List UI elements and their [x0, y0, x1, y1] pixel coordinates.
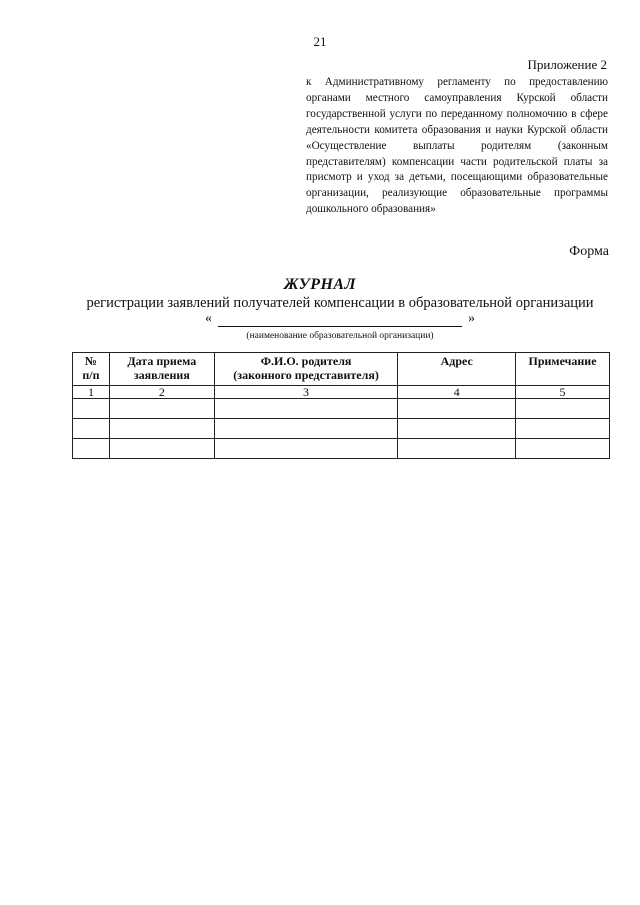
table-cell-empty	[73, 439, 110, 459]
table-cell-empty	[73, 419, 110, 439]
column-number: 1	[73, 386, 110, 399]
empty-rows	[73, 399, 610, 459]
column-number: 3	[214, 386, 398, 399]
organization-name-underline	[218, 326, 462, 327]
table-row	[73, 419, 610, 439]
column-header-number	[73, 353, 110, 386]
organization-name-caption: (наименование образовательной организации)	[246, 331, 434, 341]
column-header-address	[398, 353, 516, 386]
table-cell-empty	[73, 399, 110, 419]
column-header-parent-name	[214, 353, 398, 386]
column-header-note-line1: Примечание	[528, 354, 597, 368]
table-cell-empty	[109, 399, 214, 419]
table-cell-empty	[516, 439, 610, 459]
table-row	[73, 399, 610, 419]
table-cell-empty	[214, 419, 398, 439]
page-number: 21	[313, 34, 327, 49]
column-number-row	[73, 386, 610, 399]
column-header-date	[109, 353, 214, 386]
table-cell-empty	[398, 419, 516, 439]
table-cell-empty	[214, 439, 398, 459]
table-cell-empty	[516, 399, 610, 419]
quote-close: »	[468, 311, 475, 326]
column-header-parent-name-line2: (законного представителя)	[233, 367, 379, 382]
table-cell-empty	[516, 419, 610, 439]
journal-subtitle: регистрации заявлений получателей компенсации в образовательной организации	[86, 295, 594, 311]
table-cell-empty	[398, 439, 516, 459]
table-cell-empty	[109, 419, 214, 439]
column-header-address-line1: Адрес	[440, 354, 473, 368]
column-number: 5	[516, 386, 610, 399]
column-header-date-line1: Дата приема	[127, 354, 197, 368]
table-cell-empty	[214, 399, 398, 419]
column-header-date-line2: заявления	[133, 367, 190, 382]
journal-table	[72, 352, 610, 459]
table-header-row	[73, 353, 610, 386]
table-cell-empty	[109, 439, 214, 459]
column-number: 4	[398, 386, 516, 399]
journal-title: ЖУРНАЛ	[283, 276, 357, 293]
table-row	[73, 439, 610, 459]
column-header-parent-name-line1: Ф.И.О. родителя	[260, 354, 352, 368]
column-header-number-line1: №	[84, 354, 97, 368]
table-cell-empty	[398, 399, 516, 419]
organization-name-line	[205, 311, 475, 333]
appendix-text: к Административному регламенту по предоставлению органами местного самоуправления Курской области государственной услуги по переданному полномочию в сфере деятельности комитета образования и науки Курской области «Осуществление выплаты родителям (законным представителям) компенсации части родительской платы за присмотр и уход за детьми, посещающими образовательные организации, реализующие образовательные программы дошкольного образования»	[306, 76, 608, 216]
form-label: Форма	[569, 244, 609, 259]
column-header-number-line2: п/п	[82, 367, 100, 382]
column-number: 2	[109, 386, 214, 399]
quote-open: «	[205, 311, 212, 326]
column-header-note	[516, 353, 610, 386]
appendix-title: Приложение 2	[527, 57, 607, 72]
